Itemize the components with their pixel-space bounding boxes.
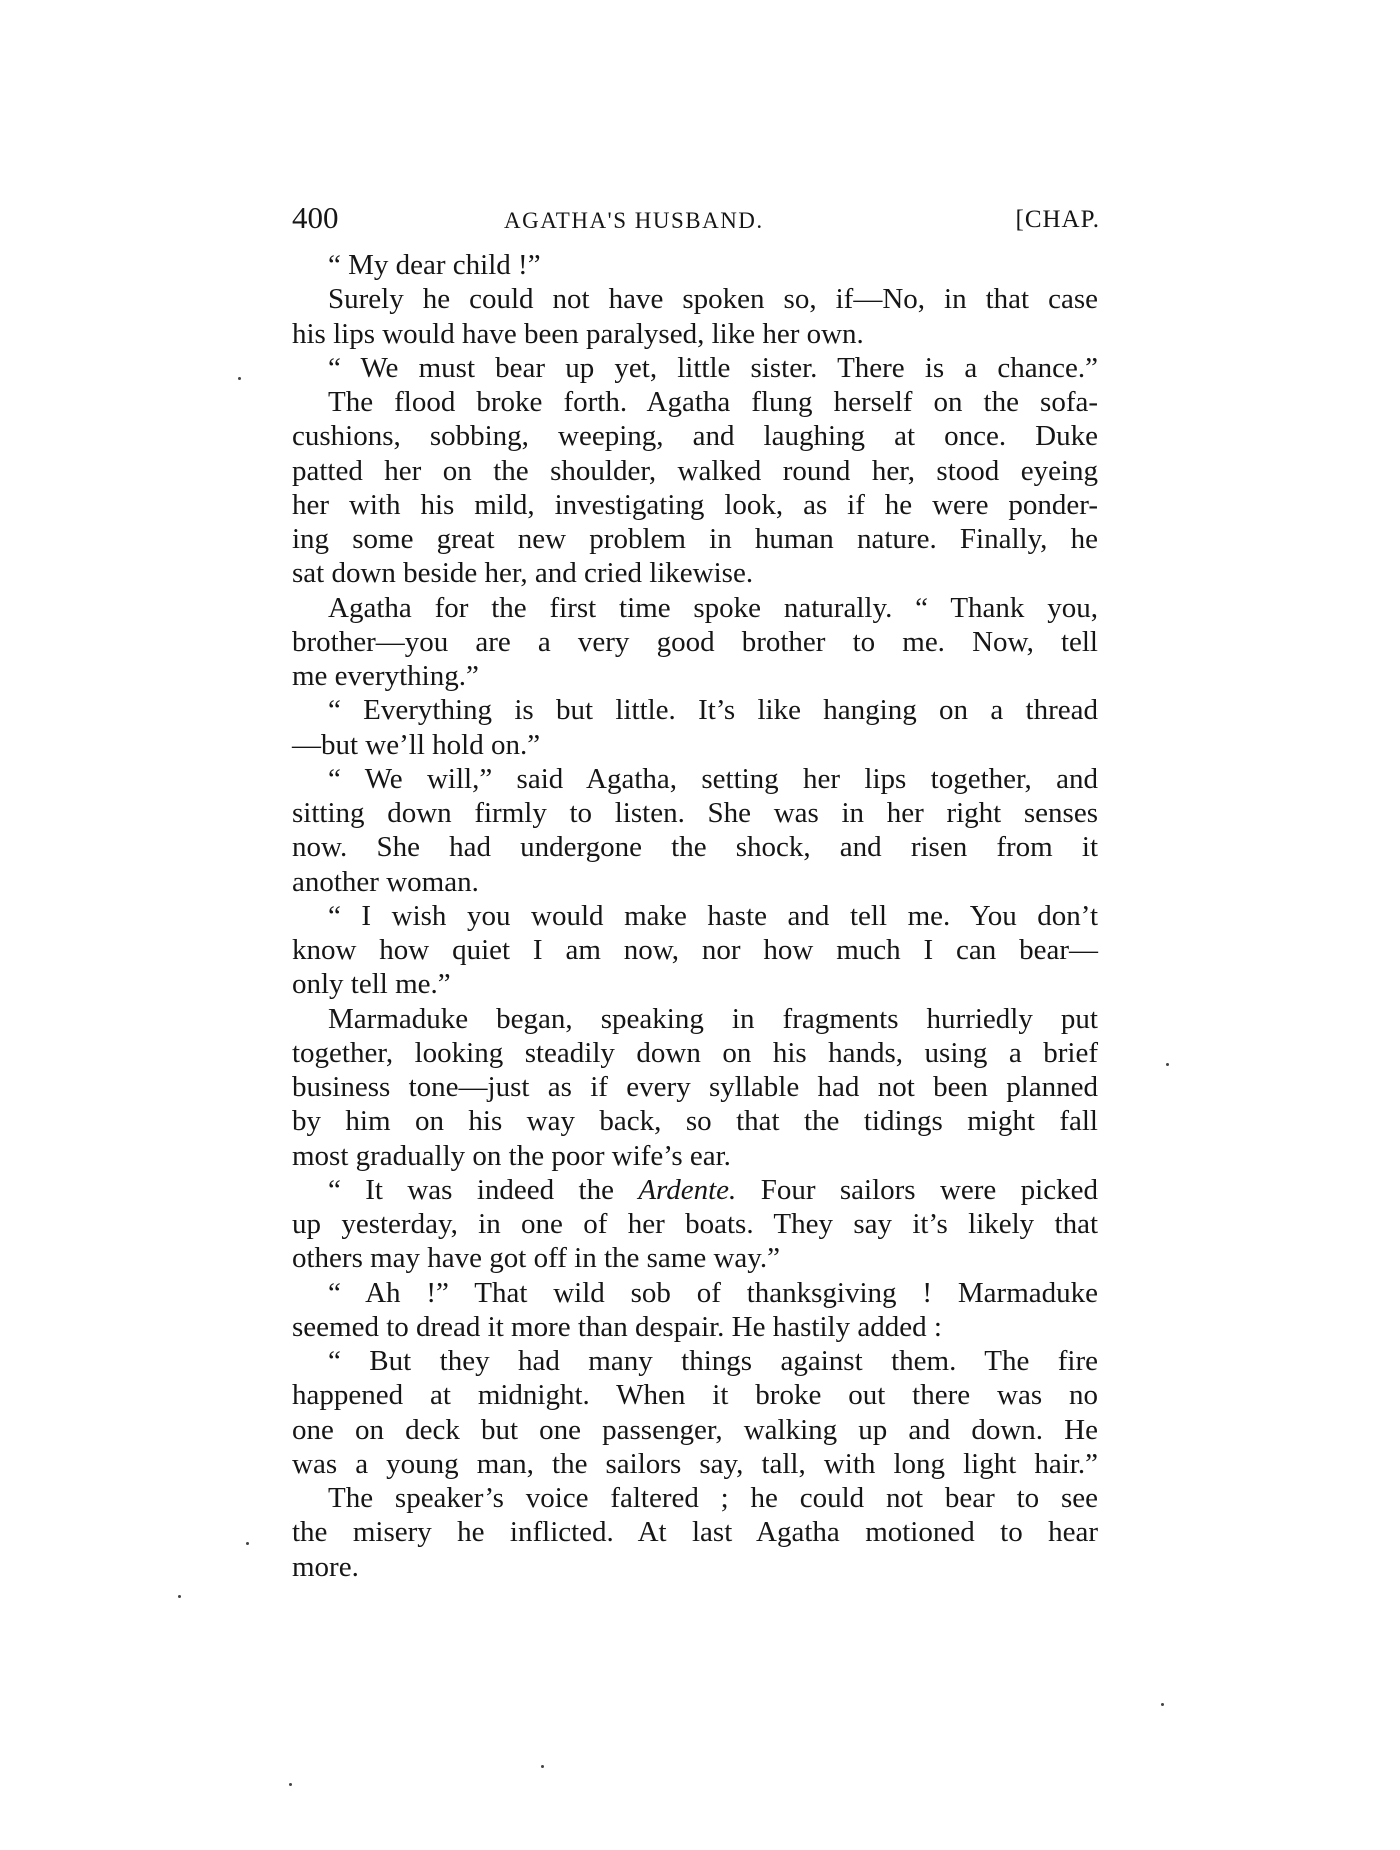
text-line: more. [292, 1550, 359, 1583]
text-line: was a young man, the sailors say, tall, with long light hair.” [292, 1447, 1098, 1480]
text-line: most gradually on the poor wife’s ear. [292, 1139, 731, 1172]
text-segment: Four sailors were picked [736, 1173, 1098, 1206]
text-line: “ We must bear up yet, little sister. There is a chance.” [328, 351, 1098, 384]
text-line: “ Everything is but little. It’s like hanging on a thread [328, 694, 1098, 727]
text-line: her with his mild, investigating look, as if he were ponder- [292, 488, 1098, 521]
text-line: Surely he could not have spoken so, if—No, in that case [328, 283, 1098, 316]
text-line: ing some great new problem in human nature. Finally, he [292, 523, 1098, 555]
text-line: —but we’ll hold on.” [292, 728, 541, 761]
running-title: AGATHA'S HUSBAND. [504, 208, 764, 233]
text-line: up yesterday, in one of her boats. They say it’s likely that [292, 1208, 1098, 1240]
text-line: “ My dear child !” [328, 249, 541, 281]
text-line: patted her on the shoulder, walked round her, stood eyeing [292, 454, 1098, 487]
text-line: brother—you are a very good brother to me. Now, tell [292, 625, 1098, 658]
scan-speck [541, 1765, 544, 1768]
text-line: me everything.” [292, 660, 479, 692]
text-line: seemed to dread it more than despair. He hastily added : [292, 1310, 942, 1343]
ship-name: Ardente. [638, 1173, 737, 1206]
scan-speck [178, 1595, 181, 1598]
page-number: 400 [292, 200, 339, 235]
scan-speck [1166, 1063, 1169, 1066]
scan-speck [289, 1783, 292, 1786]
text-line: one on deck but one passenger, walking up and down. He [292, 1413, 1098, 1446]
text-line: sat down beside her, and cried likewise. [292, 557, 754, 590]
text-line: “ But they had many things against them. The fire [328, 1345, 1098, 1377]
text-line: another woman. [292, 865, 479, 898]
chapter-mark: [CHAP. [1015, 206, 1100, 233]
text-line [292, 1173, 1098, 1207]
text-line: sitting down firmly to listen. She was in her right senses [292, 797, 1098, 829]
text-line: Marmaduke began, speaking in fragments hurriedly put [328, 1002, 1098, 1035]
text-line: the misery he inflicted. At last Agatha motioned to hear [292, 1516, 1098, 1549]
text-line: “ We will,” said Agatha, setting her lips together, and [328, 762, 1098, 795]
text-line: “ Ah !” That wild sob of thanksgiving ! Marmaduke [328, 1276, 1098, 1309]
text-line: happened at midnight. When it broke out there was no [292, 1379, 1098, 1412]
text-line: now. She had undergone the shock, and risen from it [292, 831, 1098, 864]
text-line: by him on his way back, so that the tidings might fall [292, 1105, 1098, 1138]
text-line: only tell me.” [292, 968, 451, 1001]
running-header [292, 198, 1100, 238]
scan-speck [1161, 1703, 1164, 1706]
scan-speck [238, 377, 241, 380]
text-line: business tone—just as if every syllable had not been planned [292, 1071, 1098, 1103]
text-line: The flood broke forth. Agatha flung herself on the sofa- [328, 386, 1098, 418]
text-line: The speaker’s voice faltered ; he could not bear to see [328, 1482, 1098, 1514]
text-line: together, looking steadily down on his hands, using a brief [292, 1036, 1098, 1069]
text-line: his lips would have been paralysed, like her own. [292, 317, 864, 350]
scan-speck [246, 1542, 249, 1545]
page-body [292, 248, 1098, 1584]
text-segment: “ It was indeed the [328, 1173, 639, 1206]
text-line: Agatha for the first time spoke naturally. “ Thank you, [328, 591, 1098, 624]
text-line: “ I wish you would make haste and tell me. You don’t [328, 899, 1098, 932]
text-line: know how quiet I am now, nor how much I can bear— [292, 934, 1098, 966]
text-line: others may have got off in the same way.” [292, 1242, 781, 1275]
text-line: cushions, sobbing, weeping, and laughing at once. Duke [292, 420, 1098, 453]
